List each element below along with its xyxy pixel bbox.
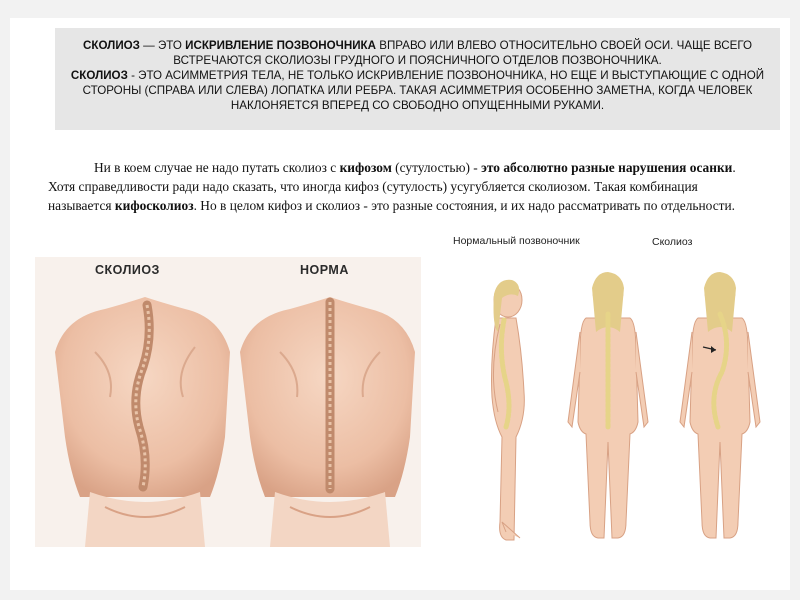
- header-term-2: СКОЛИОЗ: [70, 69, 128, 82]
- header-emphasis: ИСКРИВЛЕНИЕ ПОЗВОНОЧНИКА: [185, 39, 376, 52]
- body-paragraph: [48, 158, 758, 215]
- backs-illustration: [35, 257, 421, 547]
- header-dash: — ЭТО: [139, 39, 186, 52]
- header-text-2: - ЭТО АСИММЕТРИЯ ТЕЛА, НЕ ТОЛЬКО ИСКРИВЛЕНИЕ ПОЗВОНОЧНИКА, НО ЕЩЕ И ВЫСТУПАЮЩИЕ С ОДНОЙ СТОРОНЫ (СПРАВА ИЛИ СЛЕВА) ЛОПАТКА ИЛИ РЕБРА. ТАКАЯ АСИММЕТРИЯ ОСОБЕННО ЗАМЕТНА, КОГДА ЧЕЛОВЕК НАКЛОНЯЕТСЯ ВПЕРЕД СО СВОБОДНО ОПУЩЕННЫМИ РУКАМИ.: [82, 69, 765, 112]
- header-term-1: СКОЛИОЗ: [83, 39, 140, 52]
- backs-comparison-image: [35, 257, 421, 547]
- label-normal: НОРМА: [300, 263, 349, 277]
- diagram-label-scoliosis: Сколиоз: [652, 236, 693, 248]
- header-text-1: ВПРАВО ИЛИ ВЛЕВО ОТНОСИТЕЛЬНО СВОЕЙ ОСИ. ЧАЩЕ ВСЕГО ВСТРЕЧАЮТСЯ СКОЛИОЗЫ ГРУДНОГО И ПОЯСНИЧНОГО ОТДЕЛОВ ПОЗВОНОЧНИКА.: [173, 39, 752, 67]
- label-scoliosis: СКОЛИОЗ: [95, 263, 160, 277]
- body-bold-2: это абсолютно разные нарушения осанки: [481, 160, 733, 175]
- figures-illustration: [440, 222, 780, 590]
- diagram-label-normal: Нормальный позвоночник: [453, 235, 580, 247]
- body-bold-1: кифозом: [339, 160, 392, 175]
- spine-diagram: [440, 222, 780, 590]
- body-text-4: . Но в целом кифоз и сколиоз - это разные состояния, и их надо рассматривать по отдельности.: [193, 198, 736, 213]
- body-text-1: Ни в коем случае не надо путать сколиоз с: [94, 160, 340, 175]
- slide-header: [55, 28, 780, 130]
- body-text-3: . Хотя справедливости ради надо сказать, что иногда кифоз (сутулость) усугубляется сколиозом. Такая комбинация называется: [48, 160, 736, 213]
- body-text-2: (сутулостью) -: [391, 160, 482, 175]
- body-bold-3: кифосколиоз: [114, 198, 194, 213]
